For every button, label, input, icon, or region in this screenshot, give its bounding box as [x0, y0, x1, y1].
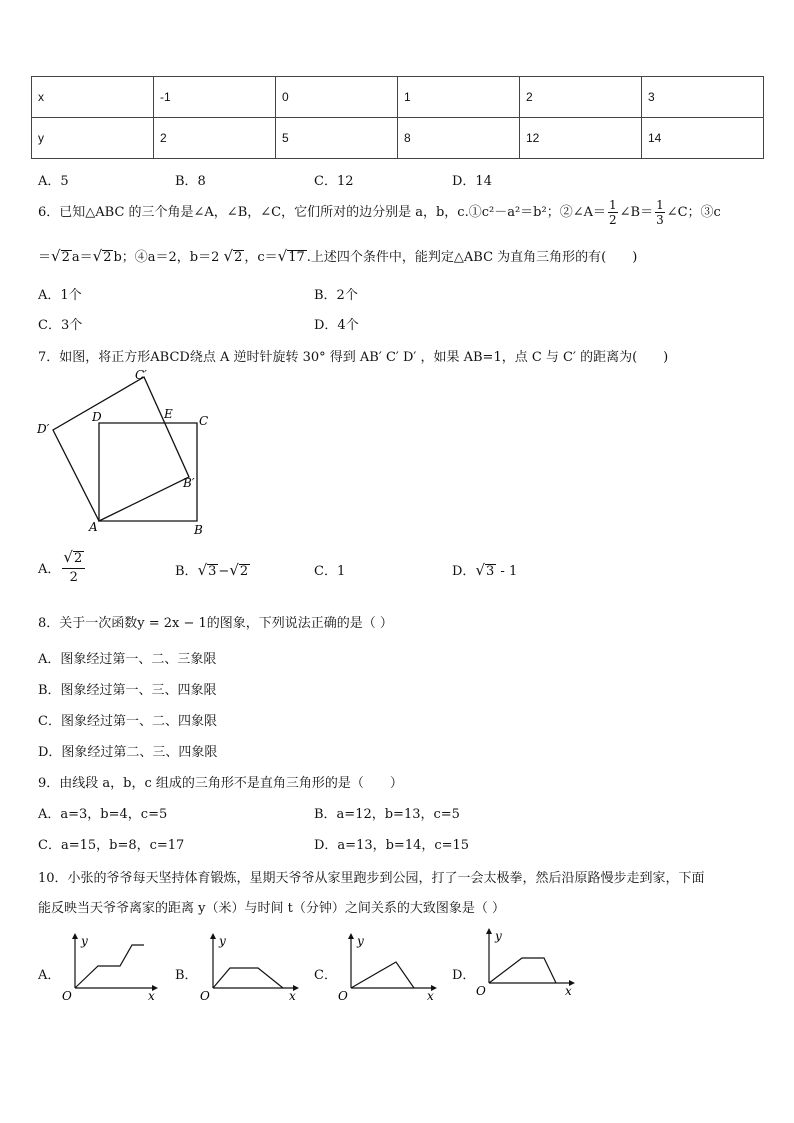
q6-stem-line2	[38, 246, 637, 265]
q8-option-a[interactable]: A．图象经过第一、二、三象限	[38, 652, 217, 667]
sqrt-icon: √	[51, 247, 61, 265]
q5-option-b[interactable]: B．8	[175, 174, 206, 189]
q6-option-b[interactable]: B．2个	[314, 288, 358, 303]
q10-graph-d[interactable]	[474, 925, 580, 1003]
radicand: 3	[208, 564, 217, 579]
graph-line	[213, 968, 283, 988]
x-label: x	[565, 984, 572, 998]
radicand: 17	[288, 250, 305, 265]
label-e: E	[164, 407, 173, 421]
radicand: 2	[103, 250, 112, 265]
q10-option-b-label[interactable]: B．	[175, 968, 198, 983]
q6-text: ＝	[38, 250, 52, 265]
denominator: 3	[656, 213, 664, 227]
square-ab-c-d-prime	[53, 377, 189, 521]
x-label: x	[289, 989, 296, 1003]
x-label: x	[427, 989, 434, 1003]
q6-text: .上述四个条件中，能判定△ABC 为直角三角形的有( )	[306, 250, 638, 265]
label-c-prime: C′	[135, 368, 147, 382]
radicand: 2	[234, 250, 243, 265]
q6-text: ∠B＝	[619, 205, 654, 220]
table-cell: 0	[276, 77, 398, 118]
q10-option-d-label[interactable]: D．	[452, 968, 476, 983]
q7-option-c[interactable]: C．1	[314, 564, 346, 579]
x-label: x	[148, 989, 155, 1003]
xy-table	[31, 76, 764, 159]
denominator: 2	[608, 213, 617, 227]
fraction	[655, 198, 665, 227]
q10-stem-line2: 能反映当天爷爷离家的距离 y（米）与时间 t（分钟）之间关系的大致图象是（ ）	[38, 901, 505, 916]
square-abcd	[99, 423, 197, 521]
q6-text: 6．已知△ABC 的三个角是∠A，∠B，∠C，它们所对的边分别是 a，b，c.①c²－a²＝b²；②∠A＝	[38, 205, 606, 220]
table-cell: y	[32, 118, 154, 159]
table-cell: x	[32, 77, 154, 118]
q6-text: ，c＝	[244, 250, 278, 265]
q6-option-a[interactable]: A．1个	[38, 288, 82, 303]
table-cell: 5	[276, 118, 398, 159]
numerator	[62, 548, 85, 569]
q10-option-a-label[interactable]: A．	[38, 968, 61, 983]
q10-graph-c[interactable]	[336, 930, 440, 1005]
minus-sign: −	[218, 564, 230, 579]
q6-text: a＝	[71, 250, 93, 265]
table-cell: 1	[398, 77, 520, 118]
q9-option-c[interactable]: C．a=15，b=8，c=17	[38, 838, 185, 853]
q7-option-b[interactable]	[175, 560, 250, 579]
numerator: 1	[656, 198, 664, 212]
table-cell: -1	[154, 77, 276, 118]
sqrt-icon: √	[92, 247, 103, 265]
q6-option-d[interactable]: D．4个	[314, 318, 359, 333]
table-cell: 8	[398, 118, 520, 159]
q9-option-a[interactable]: A．a=3，b=4，c=5	[38, 807, 168, 822]
q10-graph-a[interactable]	[60, 930, 160, 1005]
q7-rotated-square-figure	[30, 364, 220, 540]
q5-option-a[interactable]: A．5	[38, 174, 69, 189]
table-row	[32, 118, 764, 159]
sqrt-icon: √	[197, 561, 208, 579]
option-label: D．	[452, 564, 476, 579]
option-label: A．	[38, 562, 61, 577]
origin-label: O	[338, 989, 348, 1003]
y-label: y	[81, 934, 88, 948]
q6-text: ∠C；③c	[666, 205, 721, 220]
sqrt-icon: √	[229, 561, 239, 579]
option-tail: - 1	[500, 564, 518, 579]
q7-option-a[interactable]	[38, 548, 87, 587]
q8-option-c[interactable]: C．图象经过第一、二、四象限	[38, 714, 217, 729]
origin-label: O	[476, 984, 486, 998]
q9-stem: 9．由线段 a，b，c 组成的三角形不是直角三角形的是（ ）	[38, 776, 403, 791]
origin-label: O	[62, 989, 72, 1003]
graph-line	[75, 945, 144, 988]
label-b: B	[194, 523, 203, 537]
q8-option-b[interactable]: B．图象经过第一、三、四象限	[38, 683, 217, 698]
y-arrow-icon	[72, 933, 78, 939]
sqrt-icon: √	[223, 247, 234, 265]
table-row	[32, 77, 764, 118]
fraction	[608, 198, 618, 227]
y-label: y	[357, 934, 364, 948]
fraction	[62, 548, 85, 587]
origin-label: O	[200, 989, 210, 1003]
q8-option-d[interactable]: D．图象经过第二、三、四象限	[38, 745, 218, 760]
q9-option-d[interactable]: D．a=13，b=14，c=15	[314, 838, 470, 853]
y-label: y	[219, 934, 226, 948]
table-cell: 12	[520, 118, 642, 159]
label-a: A	[89, 520, 98, 534]
y-arrow-icon	[348, 933, 354, 939]
q6-option-c[interactable]: C．3个	[38, 318, 83, 333]
table-cell: 2	[154, 118, 276, 159]
q10-graph-b[interactable]	[198, 930, 302, 1005]
radicand: 3	[486, 564, 495, 579]
label-d: D	[92, 410, 102, 424]
label-b-prime: B′	[183, 476, 195, 490]
sqrt-icon: √	[277, 247, 288, 265]
table-cell: 2	[520, 77, 642, 118]
label-d-prime: D′	[37, 422, 50, 436]
q7-stem: 7．如图，将正方形ABCD绕点 A 逆时针旋转 30° 得到 AB′ C′ D′ ，如果 AB=1，点 C 与 C′ 的距离为( )	[38, 350, 669, 365]
sqrt-icon: √	[475, 561, 485, 579]
table-cell: 14	[642, 118, 764, 159]
q10-stem-line1: 10．小张的爷爷每天坚持体育锻炼，星期天爷爷从家里跑步到公园，打了一会太极拳，然后沿原路慢步走到家，下面	[38, 871, 705, 886]
q5-option-d[interactable]: D．14	[452, 174, 492, 189]
graph-line	[351, 962, 414, 988]
radicand: 2	[61, 250, 70, 265]
radicand: 2	[73, 551, 83, 566]
option-label: B．	[175, 564, 198, 579]
table-cell: 3	[642, 77, 764, 118]
sqrt-icon: √	[63, 548, 73, 566]
label-c: C	[199, 414, 209, 428]
q10-option-c-label[interactable]: C．	[314, 968, 337, 983]
y-arrow-icon	[486, 928, 492, 934]
y-arrow-icon	[210, 933, 216, 939]
q6-text: b；④a＝2，b＝2	[113, 250, 220, 265]
q7-option-d[interactable]	[452, 560, 517, 579]
denominator: 2	[69, 570, 78, 585]
q5-option-c[interactable]: C．12	[314, 174, 354, 189]
numerator: 1	[608, 198, 617, 212]
q8-stem: 8．关于一次函数y = 2x − 1的图象，下列说法正确的是（ ）	[38, 616, 393, 631]
q9-option-b[interactable]: B．a=12，b=13，c=5	[314, 807, 460, 822]
graph-line	[489, 958, 556, 983]
y-label: y	[495, 929, 502, 943]
q6-stem-line1	[38, 198, 721, 227]
radicand: 2	[239, 564, 249, 579]
